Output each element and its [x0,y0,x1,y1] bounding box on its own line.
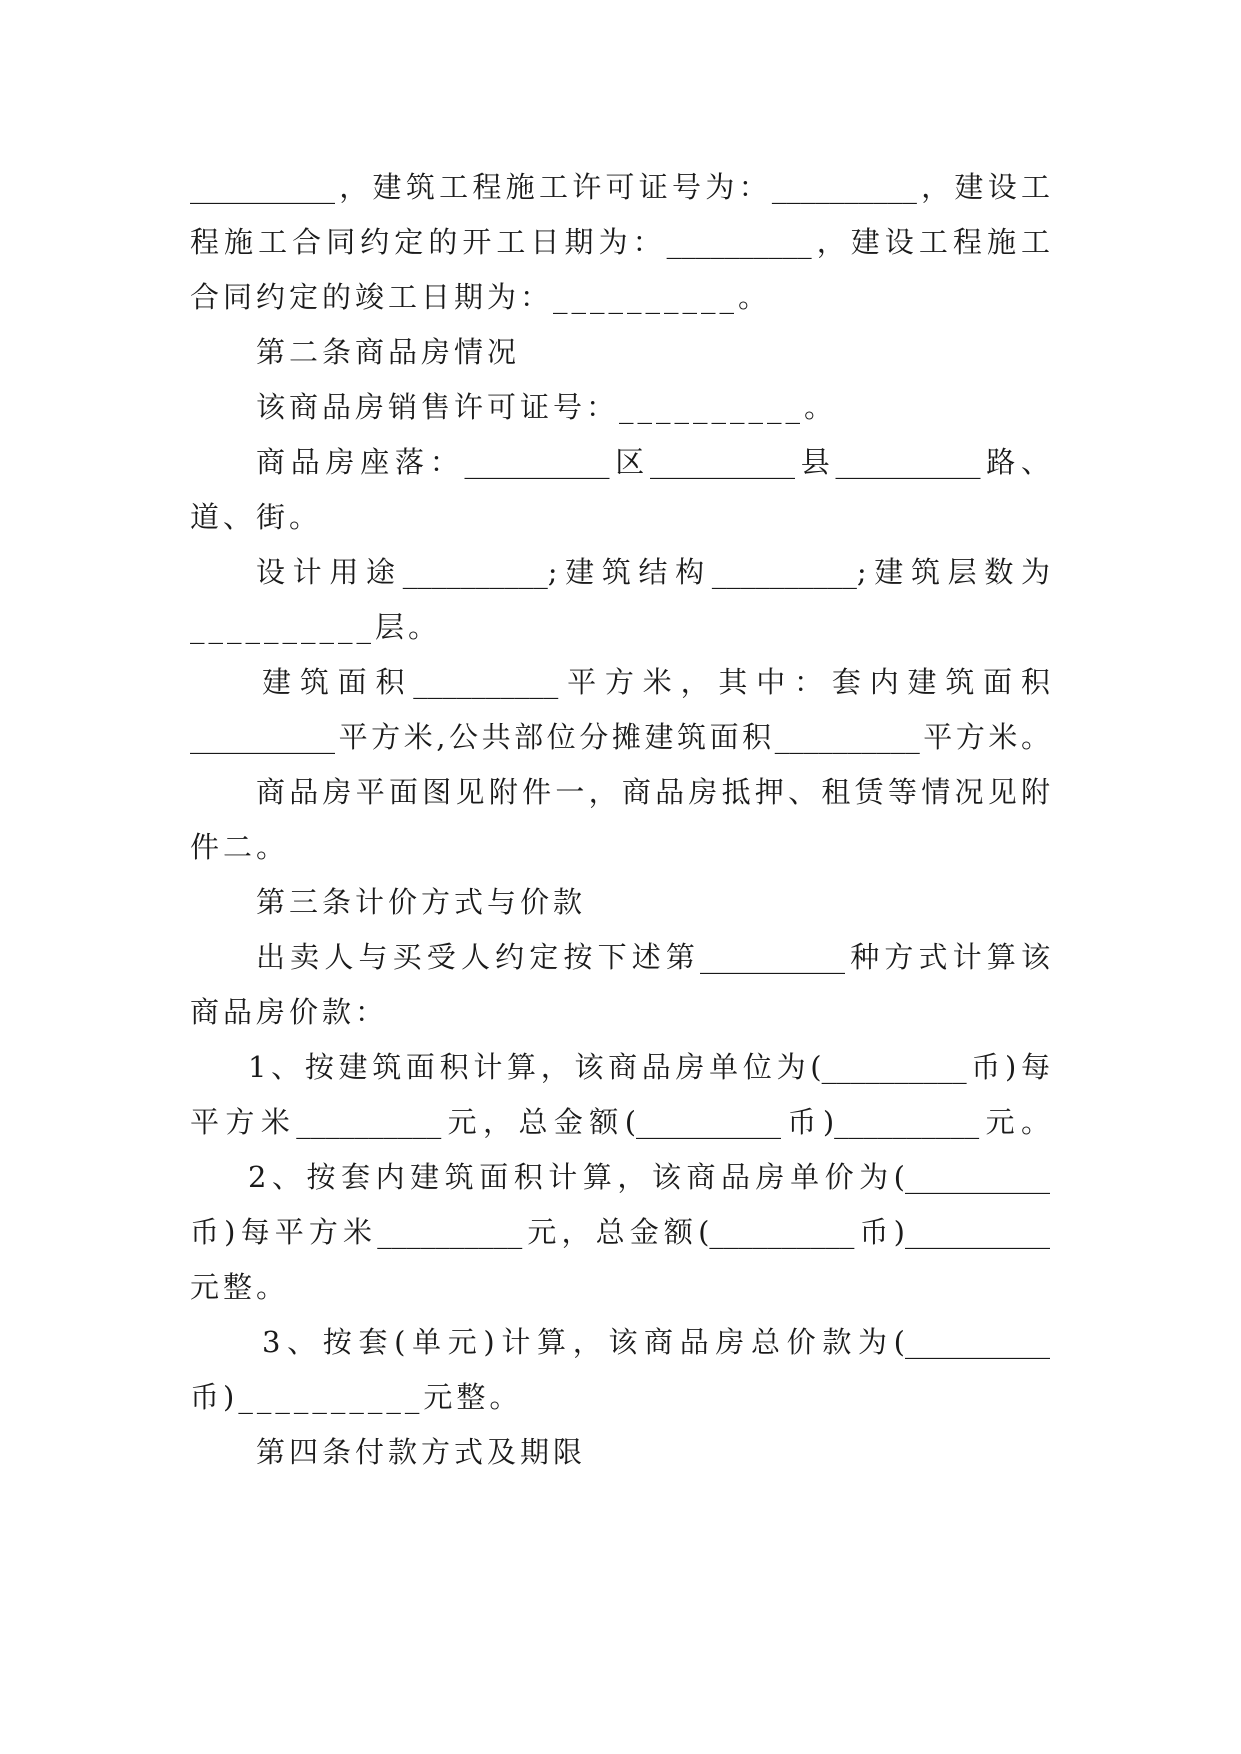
text-line: 建筑面积__________平方米，其中：套内建筑面积 [262,665,1050,699]
text-line: 商品房座落：__________区__________县__________路、 [256,445,1050,479]
text-line: 币)每平方米__________元，总金额(__________币)__________ [190,1215,1050,1249]
text-line: 设计用途__________;建筑结构__________;建筑层数为 [256,555,1050,589]
section-heading: 第三条计价方式与价款 [256,885,587,919]
text-line: 程施工合同约定的开工日期为：__________，建设工程施工 [190,225,1050,259]
text-line: __________，建筑工程施工许可证号为：__________，建设工 [190,170,1050,204]
section-heading: 第四条付款方式及期限 [256,1435,587,1469]
section-heading: 第二条商品房情况 [256,335,521,369]
text-line: __________层。 [190,610,442,644]
text-line: 币)__________元整。 [190,1380,523,1414]
text-line: 3、按套(单元)计算，该商品房总价款为(__________ [262,1325,1050,1359]
text-line: 元整。 [190,1270,290,1304]
text-line: 道、街。 [190,500,323,534]
text-line: __________平方米,公共部位分摊建筑面积__________平方米。 [190,720,1050,754]
text-line: 出卖人与买受人约定按下述第__________种方式计算该 [256,940,1050,974]
text-line: 该商品房销售许可证号：__________。 [256,390,838,424]
text-line: 商品房平面图见附件一，商品房抵押、租赁等情况见附 [256,775,1050,809]
text-line: 2、按套内建筑面积计算，该商品房单价为(__________ [248,1160,1050,1194]
text-line: 商品房价款： [190,995,389,1029]
text-line: 平方米__________元，总金额(__________币)__________元。 [190,1105,1050,1139]
text-line: 件二。 [190,830,290,864]
text-line: 1、按建筑面积计算，该商品房单位为(__________币)每 [248,1050,1050,1084]
text-line: 合同约定的竣工日期为：__________。 [190,280,772,314]
